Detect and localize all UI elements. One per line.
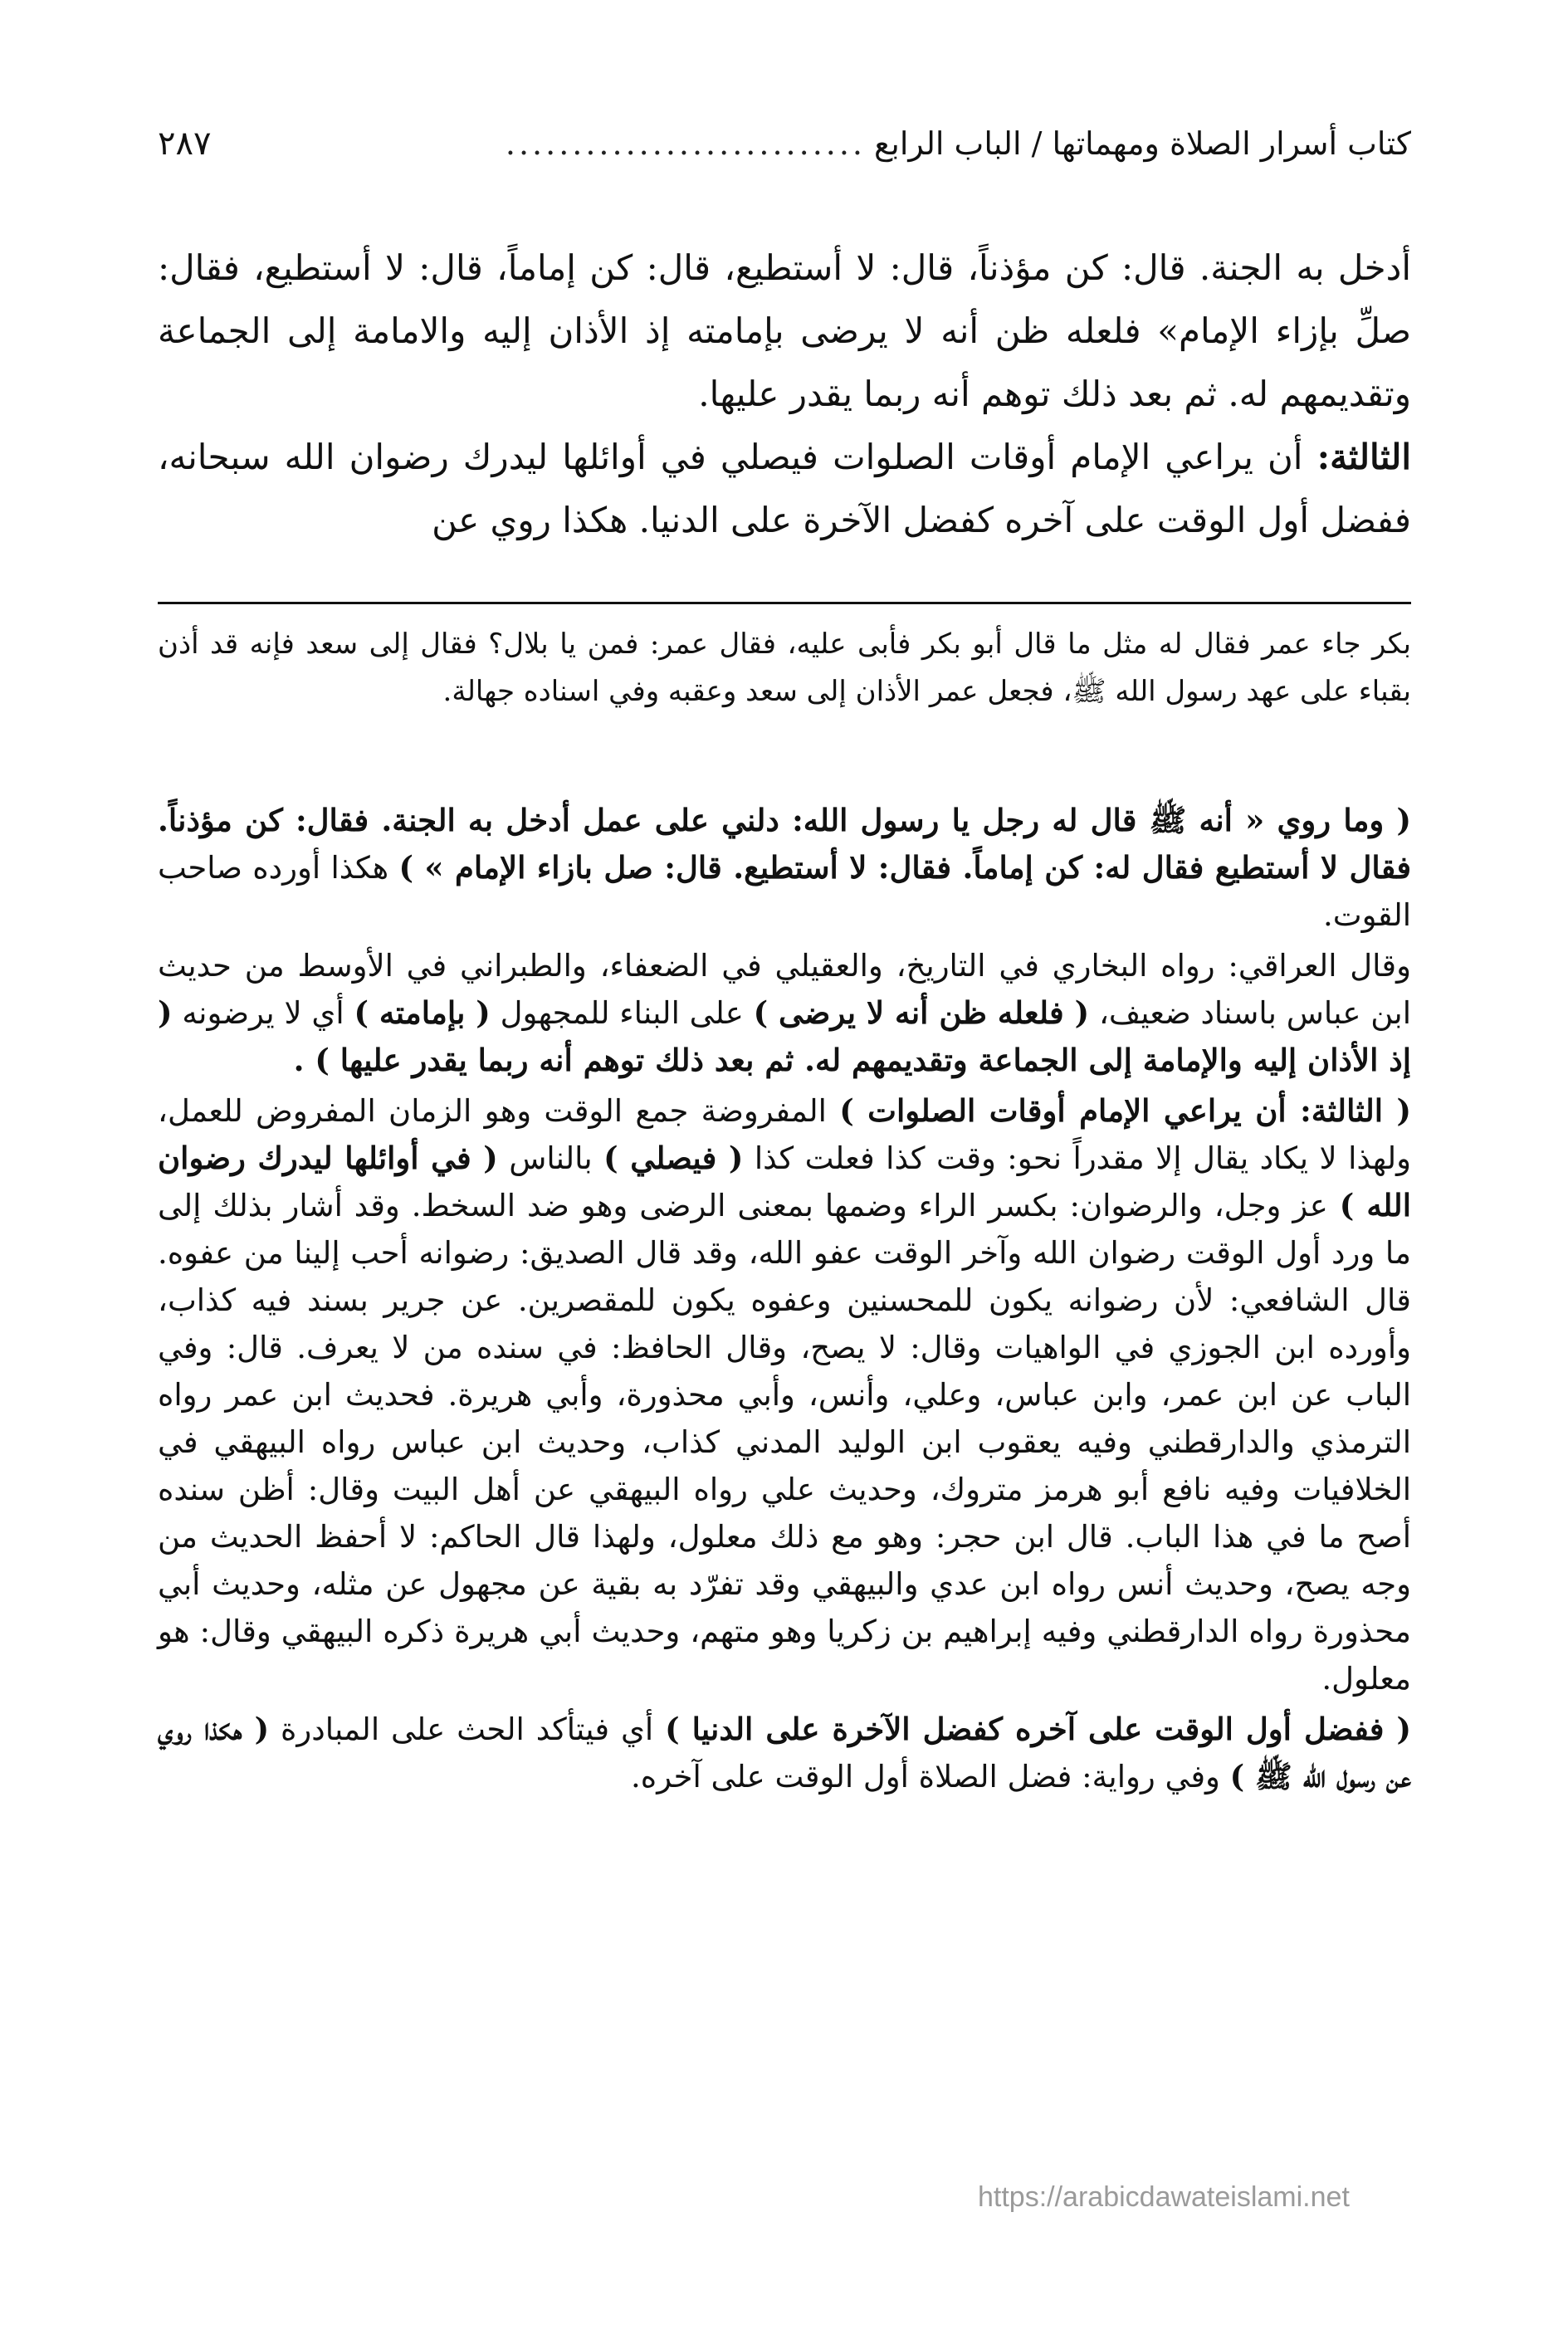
footnote (158, 621, 1411, 715)
footnote-divider (158, 602, 1411, 604)
commentary-quote: ( ففضل أول الوقت على آخره كفضل الآخرة على الدنيا ) (665, 1711, 1411, 1747)
commentary-text: وفي رواية: فضل الصلاة أول الوقت على آخره. (631, 1759, 1230, 1795)
commentary-quote: ( فلعله ظن أنه لا يرضى ) (753, 994, 1090, 1031)
main-paragraph-1: أدخل به الجنة. قال: كن مؤذناً، قال: لا أستطيع، قال: كن إماماً، قال: لا أستطيع، فقال: صلِّ بإزاء الإمام» فلعله ظن أنه لا يرضى بإمامته إذ الأذان إليه والامامة إلى الجماعة وتقديمهم له. ثم بعد ذلك توهم أنه ربما يقدر عليها. (158, 247, 1411, 414)
commentary-text: هكذا أورده صاحب القوت. (158, 850, 1411, 933)
commentary-paragraph-3 (158, 1087, 1411, 1702)
commentary-paragraph-4 (158, 1706, 1411, 1800)
main-paragraph-2-body: أن يراعي الإمام أوقات الصلوات فيصلي في أوائلها ليدرك رضوان الله سبحانه، ففضل أول الوقت على آخره كفضل الآخرة على الدنيا. هكذا روي عن (158, 437, 1411, 540)
commentary-text: أي لا يرضونه (172, 995, 354, 1031)
main-paragraph-2-lead: الثالثة: (1316, 437, 1411, 477)
commentary-text: وقال العراقي: رواه البخاري في التاريخ، والعقيلي في الضعفاء، والطبراني في الأوسط من حديث ابن عباس باسناد ضعيف، (158, 948, 1411, 1031)
running-header (158, 125, 1411, 163)
commentary-quote: ( إذ الأذان إليه والإمامة إلى الجماعة وتقديمهم له. ثم بعد ذلك توهم أنه ربما يقدر عليها ) . (158, 994, 1411, 1078)
commentary-text: أي فيتأكد الحث على المبادرة (269, 1712, 666, 1747)
commentary-quote: ( بإمامته ) (354, 994, 491, 1031)
header-title: كتاب أسرار الصلاة ومهماتها / الباب الرابع (874, 125, 1411, 162)
commentary (158, 797, 1411, 1804)
commentary-quote: ( وما روي « أنه ﷺ قال له رجل يا رسول الله: دلني على عمل أدخل به الجنة. فقال: كن مؤذناً. فقال لا أستطيع فقال له: كن إماماً. فقال: لا أستطيع. قال: صل بازاء الإمام » ) (158, 802, 1412, 886)
page-number: ٢٨٧ (158, 125, 212, 163)
commentary-text: بالناس (497, 1140, 604, 1176)
commentary-quote: ( فيصلي ) (603, 1140, 744, 1176)
source-watermark: https://arabicdawateislami.net (978, 2181, 1350, 2213)
commentary-paragraph-1 (158, 797, 1411, 939)
commentary-quote: ( في أوائلها ليدرك رضوان الله ) (158, 1140, 1411, 1223)
commentary-quote: ( هكذا روي عن رسول الله ﷺ ) (158, 1711, 1411, 1795)
header-leader-dots: ........................... (505, 125, 867, 162)
commentary-text: عز وجل، والرضوان: بكسر الراء وضمها بمعنى الرضى وهو ضد السخط. وقد أشار بذلك إلى ما ورد أول الوقت رضوان الله وآخر الوقت عفو الله، وقد قال الصديق: رضوانه أحب إلينا من عفوه. قال الشافعي: لأن رضوانه يكون للمحسنين وعفوه يكون للمقصرين. عن جرير بسند فيه كذاب، وأورده ابن الجوزي في الواهيات وقال: لا يصح، وقال الحافظ: في سنده من لا يعرف. قال: وفي الباب عن ابن عمر، وابن عباس، وعلي، وأنس، وأبي محذورة، وأبي هريرة. فحديث ابن عمر رواه الترمذي والدارقطني وفيه يعقوب ابن الوليد المدني كذاب، وحديث ابن عباس رواه البيهقي في الخلافيات وفيه نافع أبو هرمز متروك، وحديث علي رواه البيهقي عن أهل البيت وقال: أظن سنده أصح ما في هذا الباب. قال ابن حجر: وهو مع ذلك معلول، ولهذا قال الحاكم: لا أحفظ الحديث من وجه يصح، وحديث أنس رواه ابن عدي والبيهقي وقد تفرّد به بقية عن مجهول عن مثله، وحديث أبي محذورة رواه الدارقطني وفيه إبراهيم بن زكريا وهو متهم، وحديث أبي هريرة ذكره البيهقي وقال: هو معلول. (158, 1188, 1411, 1697)
commentary-text: على البناء للمجهول (490, 995, 754, 1031)
footnote-text: بكر جاء عمر فقال له مثل ما قال أبو بكر فأبى عليه، فقال عمر: فمن يا بلال؟ فقال إلى سعد فإنه قد أذن بقباء على عهد رسول الله ﷺ، فجعل عمر الأذان إلى سعد وعقبه وفي اسناده جهالة. (158, 628, 1411, 708)
commentary-text: المفروضة جمع الوقت وهو الزمان المفروض للعمل، ولهذا لا يكاد يقال إلا مقدراً نحو: وقت كذا فعلت كذا (158, 1093, 1411, 1176)
commentary-paragraph-2 (158, 942, 1411, 1084)
main-text (158, 237, 1411, 552)
commentary-quote: ( الثالثة: أن يراعي الإمام أوقات الصلوات ) (839, 1092, 1412, 1129)
main-paragraph-2 (158, 426, 1411, 552)
